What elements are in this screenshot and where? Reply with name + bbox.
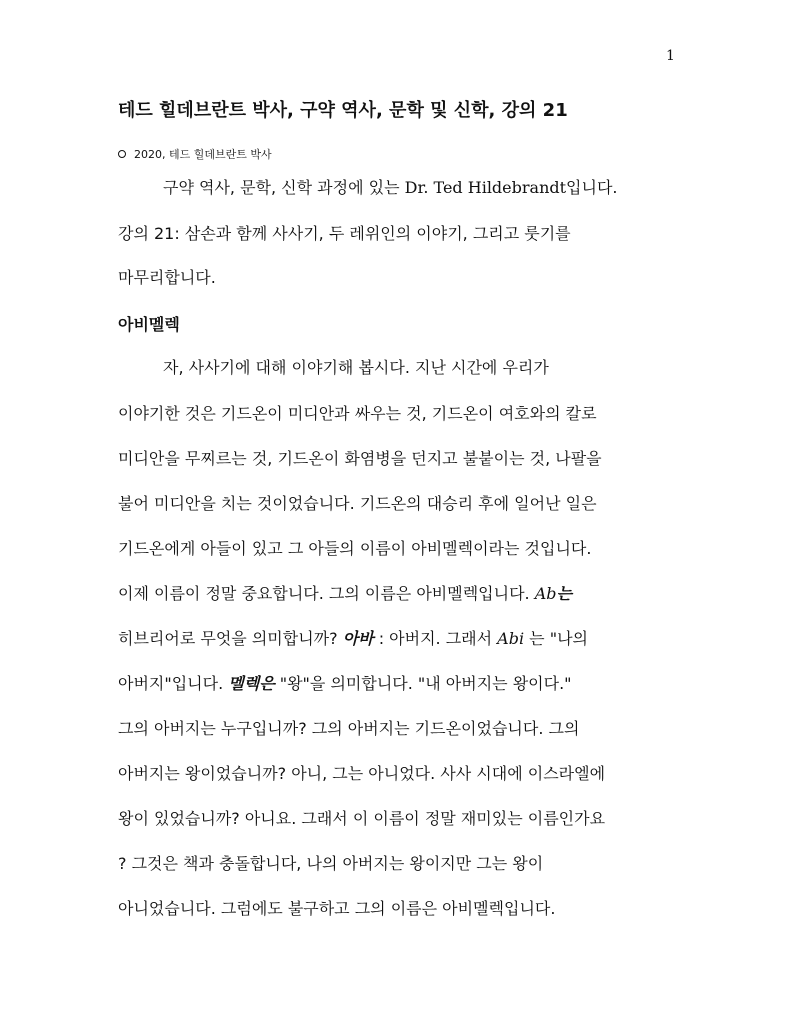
intro-text-end: 입니다. [566, 178, 618, 197]
body-line-11: 왕이 있었습니까? 아니요. 그래서 이 이름이 정말 재미있는 이름인가요 [118, 809, 606, 828]
term-ab-suffix: 는 [556, 584, 572, 603]
copyright-line [118, 146, 272, 162]
page-number: 1 [666, 48, 675, 64]
copyright-text: 2020, 테드 힐데브란트 박사 [134, 148, 272, 161]
copyright-icon [118, 150, 126, 158]
term-abba: 아바 [342, 629, 374, 648]
body-line-13: 아니었습니다. 그럼에도 불구하고 그의 이름은 아비멜렉입니다. [118, 899, 556, 918]
body-line-6 [118, 584, 572, 604]
body-line-7 [118, 629, 588, 649]
body-text: 아버지"입니다. [118, 674, 229, 693]
term-abi: Abi [497, 629, 525, 648]
intro-line-1 [163, 178, 618, 198]
body-line-10: 아버지는 왕이었습니까? 아니, 그는 아니었다. 사사 시대에 이스라엘에 [118, 764, 606, 783]
intro-text: 구약 역사, 문학, 신학 과정에 있는 [163, 178, 405, 197]
body-line-1: 자, 사사기에 대해 이야기해 봅시다. 지난 시간에 우리가 [163, 358, 549, 377]
body-text: : 아버지. 그래서 [373, 629, 498, 648]
intro-line-2: 강의 21: 삼손과 함께 사사기, 두 레위인의 이야기, 그리고 룻기를 [118, 224, 571, 243]
body-line-9: 그의 아버지는 누구입니까? 그의 아버지는 기드온이었습니다. 그의 [118, 719, 580, 738]
body-text: 는 "나의 [524, 629, 588, 648]
body-line-5: 기드온에게 아들이 있고 그 아들의 이름이 아비멜렉이라는 것입니다. [118, 539, 592, 558]
body-line-4: 불어 미디안을 치는 것이었습니다. 기드온의 대승리 후에 일어난 일은 [118, 494, 597, 513]
body-text: "왕"을 의미합니다. "내 아버지는 왕이다." [274, 674, 572, 693]
term-melek: 멜렉은 [228, 674, 275, 693]
body-line-12: ? 그것은 책과 충돌합니다, 나의 아버지는 왕이지만 그는 왕이 [118, 854, 544, 873]
section-heading: 아비멜렉 [118, 315, 180, 334]
body-text: 이제 이름이 정말 중요합니다. 그의 이름은 아비멜렉입니다. [118, 584, 535, 603]
body-text: 히브리어로 무엇을 의미합니까? [118, 629, 343, 648]
term-ab: Ab [534, 584, 557, 603]
body-line-8 [118, 674, 572, 694]
body-line-3: 미디안을 무찌르는 것, 기드온이 화염병을 던지고 불붙이는 것, 나팔을 [118, 449, 602, 468]
document-title: 테드 힐데브란트 박사, 구약 역사, 문학 및 신학, 강의 21 [118, 100, 568, 121]
intro-line-3: 마무리합니다. [118, 268, 216, 287]
lecturer-name: Dr. Ted Hildebrandt [404, 178, 567, 197]
body-line-2: 이야기한 것은 기드온이 미디안과 싸우는 것, 기드온이 여호와의 칼로 [118, 404, 597, 423]
